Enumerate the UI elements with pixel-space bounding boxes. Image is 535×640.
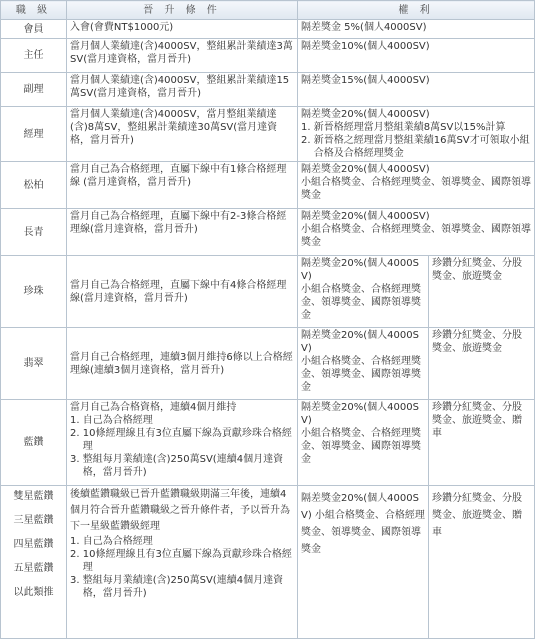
table-row	[1, 162, 535, 209]
item-number: 3.	[70, 454, 83, 465]
benefit-text: 隔差獎金10%(個人4000SV)	[301, 41, 430, 52]
item-text: 10條經理線且有3位直屬下線為貢獻珍珠合格經理	[82, 428, 292, 452]
benefit	[298, 162, 535, 209]
benefit	[298, 209, 535, 256]
rank-name: 經理	[1, 107, 67, 162]
requirement-item	[70, 427, 294, 453]
benefit-text: 隔差獎金20%(個人4000SV)	[301, 109, 430, 120]
table-row	[1, 73, 535, 107]
benefit	[298, 328, 429, 400]
table-row	[1, 107, 535, 162]
benefit-text: 隔差獎金20%(個人4000SV)	[301, 402, 419, 426]
header-rank: 職 級	[1, 1, 67, 20]
table-row	[1, 20, 535, 39]
table-header-row	[1, 1, 535, 20]
header-requirements: 晉 升 條 件	[67, 1, 298, 20]
extra-benefit: 珍鑽分紅獎金、分股獎金、旅遊獎金	[429, 328, 535, 400]
table-row	[1, 39, 535, 73]
benefit-text: 隔差獎金20%(個人4000SV) 小組合格獎金、合格經理獎金、領導獎金、國際領導獎金	[301, 493, 425, 555]
requirement-text: 當月自己為合格經理，直屬下線中有1條合格經理線 (當月達資格，當月晉升)	[70, 164, 287, 188]
requirement-item	[70, 414, 294, 427]
rank-name-group	[1, 486, 67, 639]
extra-benefit: 珍鑽分紅獎金、分股獎金、旅遊獎金、贈車	[429, 400, 535, 486]
promotion-requirement	[67, 107, 298, 162]
rank-name: 以此類推	[13, 587, 54, 598]
extra-benefit: 珍鑽分紅獎金、分股獎金、旅遊獎金、贈車	[429, 486, 535, 639]
note-number: 2.	[301, 135, 314, 146]
requirement-text: 當月自己合格經理，連續3個月維持6條以上合格經理線(連續3個月達資格，當月晉升)	[70, 351, 293, 376]
rank-name: 四星藍鑽	[13, 539, 54, 550]
benefit-text: 小組合格獎金、合格經理獎金、領導獎金、國際領導獎金	[301, 428, 421, 465]
benefit	[298, 107, 535, 162]
benefit-note	[301, 134, 531, 160]
item-number: 1.	[70, 536, 83, 547]
item-text: 整組每月業績達(含)250萬SV(連續4個月達資格，當月晉升)	[82, 575, 284, 599]
requirement-item	[70, 574, 294, 600]
benefit-text: 小組合格獎金、合格經理獎金、領導獎金、國際領導獎金	[301, 224, 531, 248]
rank-name: 會員	[1, 20, 67, 39]
benefit	[298, 73, 535, 107]
rank-name: 珍珠	[1, 256, 67, 328]
rank-name: 主任	[1, 39, 67, 73]
promotion-requirement	[67, 328, 298, 400]
promotion-requirement	[67, 162, 298, 209]
benefit-text: 隔差獎金20%(個人4000SV)	[301, 330, 419, 354]
benefit-text: 隔差獎金20%(個人4000SV)	[301, 258, 419, 282]
promotion-requirement	[67, 256, 298, 328]
requirement-text: 當月自己為合格經理，直屬下線中有4條合格經理線(當月達資格，當月晉升)	[70, 279, 287, 304]
item-number: 3.	[70, 575, 83, 586]
requirement-text: 當月自己為合格資格，連續4個月維持	[70, 402, 237, 413]
benefit	[298, 256, 429, 328]
requirement-text: 入會(會費NT$1000元)	[70, 22, 174, 33]
rank-name: 翡翠	[1, 328, 67, 400]
benefit-note	[301, 121, 531, 134]
benefit-text: 小組合格獎金、合格經理獎金、領導獎金、國際領導獎金	[301, 356, 421, 393]
requirement-item	[70, 535, 294, 548]
rank-name: 副理	[1, 73, 67, 107]
benefit-text: 隔差獎金20%(個人4000SV)	[301, 164, 430, 175]
header-benefits: 權 利	[298, 1, 535, 20]
promotion-requirement	[67, 400, 298, 486]
requirement-item	[70, 453, 294, 479]
requirement-text: 後續藍鑽職級已晉升藍鑽職級期滿三年後，連續4個月符合晉升藍鑽職級之晉升條件者，予以晉升為下一星級藍鑽級經理	[70, 489, 290, 532]
benefit-text: 隔差獎金 5%(個人4000SV)	[301, 22, 427, 33]
requirement-text: 當月個人業績達(含)4000SV，整組累計業績達15萬SV(當月達資格，當月晉升)	[70, 75, 290, 99]
rank-name: 松柏	[1, 162, 67, 209]
rank-name: 雙星藍鑽	[13, 491, 54, 502]
promotion-requirement	[67, 486, 298, 639]
promotion-requirement	[67, 209, 298, 256]
rank-name: 五星藍鑽	[13, 563, 54, 574]
benefit-text: 小組合格獎金、合格經理獎金、領導獎金、國際領導獎金	[301, 177, 531, 201]
promotion-requirement	[67, 73, 298, 107]
requirement-text: 當月自己為合格經理，直屬下線中有2-3條合格經理線(當月達資格，當月晉升)	[70, 211, 287, 235]
table-row	[1, 400, 535, 486]
table-row	[1, 209, 535, 256]
benefit	[298, 400, 429, 486]
table-row	[1, 256, 535, 328]
rank-name: 三星藍鑽	[13, 515, 54, 526]
item-number: 2.	[70, 549, 83, 560]
table-row	[1, 486, 535, 639]
benefit	[298, 486, 429, 639]
item-text: 自己為合格經理	[82, 415, 153, 426]
item-text: 自己為合格經理	[82, 536, 153, 547]
item-text: 整組每月業績達(含)250萬SV(連續4個月達資格，當月晉升)	[82, 454, 284, 478]
item-number: 1.	[70, 415, 83, 426]
note-text: 新晉格經理當月整組業績8萬SV以15%計算	[313, 122, 506, 133]
note-number: 1.	[301, 122, 314, 133]
rank-name: 藍鑽	[1, 400, 67, 486]
requirement-item	[70, 548, 294, 574]
extra-benefit: 珍鑽分紅獎金、分股獎金、旅遊獎金	[429, 256, 535, 328]
promotion-requirement	[67, 39, 298, 73]
promotion-requirement	[67, 20, 298, 39]
requirement-text: 當月個人業績達(含)4000SV，整組累計業績達3萬SV(當月達資格，當月晉升)	[70, 41, 293, 65]
benefit	[298, 20, 535, 39]
requirement-text: 當月個人業績達(含)4000SV，當月整組業績達(含)8萬SV，整組累計業績達30萬SV(當月達資格，當月晉升)	[70, 109, 278, 146]
benefit	[298, 39, 535, 73]
item-text: 10條經理線且有3位直屬下線為貢獻珍珠合格經理	[82, 549, 292, 573]
note-text: 新晉格之經理當月整組業績16萬SV才可領取小組合格及合格經理獎金	[313, 135, 530, 159]
benefit-text: 隔差獎金20%(個人4000SV)	[301, 211, 430, 222]
benefit-text: 隔差獎金15%(個人4000SV)	[301, 75, 430, 86]
table-row	[1, 328, 535, 400]
item-number: 2.	[70, 428, 83, 439]
rank-name: 長青	[1, 209, 67, 256]
benefit-text: 小組合格獎金、合格經理獎金、領導獎金、國際領導獎金	[301, 284, 421, 321]
